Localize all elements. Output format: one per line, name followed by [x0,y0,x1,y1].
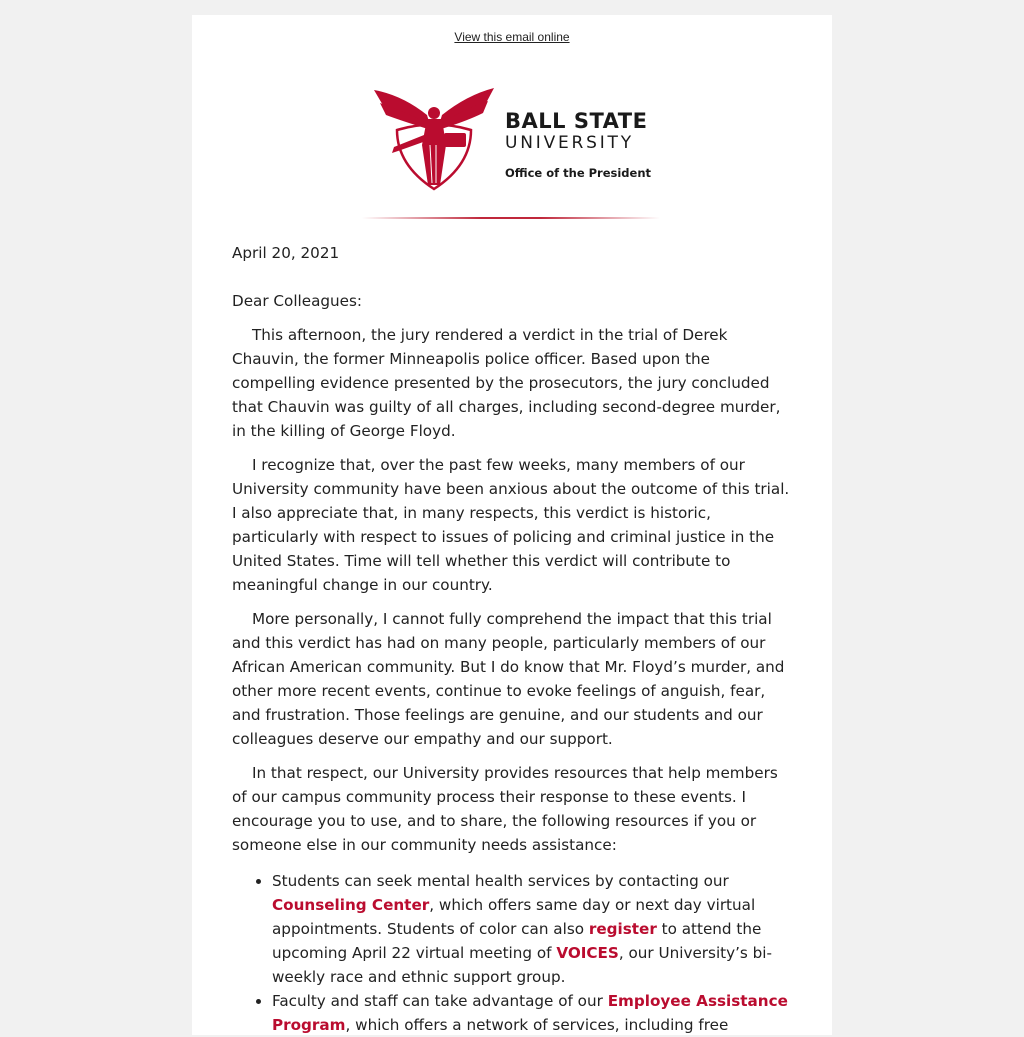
header-divider [362,217,660,219]
view-online-link[interactable]: View this email online [454,30,570,44]
list-text: , which offers a network of services, including free [345,1016,729,1034]
letter-date: April 20, 2021 [232,244,340,262]
resource-list [232,869,797,1037]
voices-link[interactable]: VOICES [556,944,619,962]
logo-wordmark [505,109,651,180]
cardinal-shield-icon [372,85,502,195]
logo-office: Office of the President [505,166,652,180]
list-text: , our University’s bi-weekly race and ethnic support group. [272,944,773,986]
letter-body [232,241,797,1037]
salutation: Dear Colleagues: [232,292,363,310]
paragraph: This afternoon, the jury rendered a verdict in the trial of Derek Chauvin, the former Minneapolis police officer. Based upon the compelling evidence presented by the prosecutors, the jury concluded that Chauvin was guilty of all charges, including second-degree murder, in the killing of George Floyd. [232,326,781,440]
logo-ball-state: BALL STATE [505,109,648,133]
view-online-bar [192,30,832,44]
employee-assistance-link[interactable]: Employee Assistance Program [272,992,788,1034]
list-text: Faculty and staff can take advantage of our [272,992,608,1010]
list-item [272,869,797,989]
list-text: to attend the upcoming April 22 virtual meeting of [272,920,762,962]
counseling-center-link[interactable]: Counseling Center [272,896,430,914]
paragraph: I recognize that, over the past few weeks, many members of our University community have been anxious about the outcome of this trial. I also appreciate that, in many respects, this verdict is historic, particularly with respect to issues of policing and criminal justice in the United States. Time will tell whether this verdict will contribute to meaningful change in our country. [232,456,790,594]
university-logo [372,85,662,195]
list-text: Students can seek mental health services by contacting our [272,872,729,890]
logo-university: UNIVERSITY [505,133,634,153]
list-text: , which offers same day or next day virtual appointments. Students of color can also [272,896,756,938]
paragraph: More personally, I cannot fully comprehend the impact that this trial and this verdict has had on many people, particularly members of our African American community. But I do know that Mr. Floyd’s murder, and other more recent events, continue to evoke feelings of anguish, fear, and frustration. Those feelings are genuine, and our students and our colleagues deserve our empathy and our support. [232,610,785,748]
paragraph: In that respect, our University provides resources that help members of our campus community process their response to these events. I encourage you to use, and to share, the following resources if you or someone else in our community needs assistance: [232,764,778,854]
list-item [272,989,797,1037]
register-link[interactable]: register [588,920,657,938]
email-container [192,15,832,1035]
